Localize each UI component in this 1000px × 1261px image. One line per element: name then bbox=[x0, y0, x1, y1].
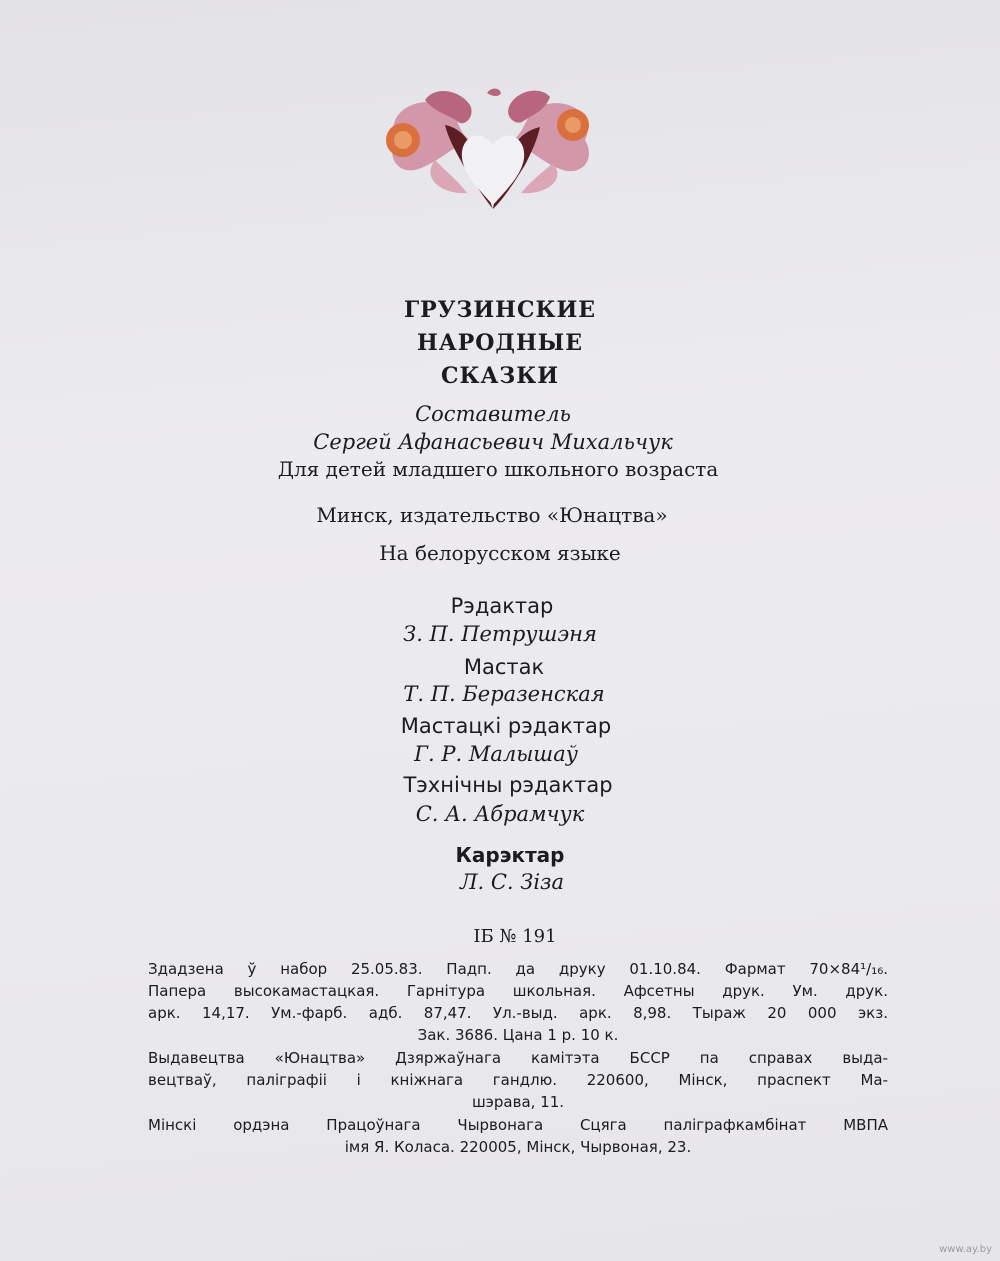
credit-role-tech-editor: Тэхнічны рэдактар bbox=[403, 773, 613, 797]
publisher-address-line: Выдавецтва «Юнацтва» Дзяржаўнага камітэта БССР па справах выда- bbox=[148, 1049, 888, 1067]
credit-role-art-editor: Мастацкі рэдактар bbox=[400, 714, 612, 738]
imprint-block bbox=[148, 958, 888, 1046]
credit-name-proofreader: Л. С. Зіза bbox=[459, 870, 565, 894]
book-title-line-1: ГРУЗИНСКИЕ bbox=[403, 297, 597, 323]
credit-role-proofreader: Карэктар bbox=[455, 843, 565, 867]
publisher-line: Минск, издательство «Юнацтва» bbox=[316, 503, 668, 527]
printer-address-line: Мінскі ордэна Працоўнага Чырвонага Сцяга паліграфкамбінат МВПА bbox=[148, 1116, 888, 1134]
credit-role-artist: Мастак bbox=[463, 655, 545, 679]
ib-number: ІБ № 191 bbox=[473, 926, 557, 947]
floral-ornament-icon bbox=[375, 85, 605, 215]
imprint-line: Зак. 3686. Цана 1 р. 10 к. bbox=[417, 1026, 619, 1044]
credit-role-editor: Рэдактар bbox=[450, 594, 554, 618]
imprint-line: Здадзена ў набор 25.05.83. Падп. да друку 01.10.84. Фармат 70×84¹/₁₆. bbox=[148, 960, 888, 978]
compiler-name: Сергей Афанасьевич Михальчук bbox=[313, 430, 673, 454]
language-line: На белорусском языке bbox=[379, 541, 621, 565]
printer-address-block bbox=[148, 1114, 888, 1158]
credit-name-tech-editor: С. А. Абрамчук bbox=[415, 802, 585, 826]
book-title-line-3: СКАЗКИ bbox=[440, 363, 560, 389]
publisher-address-line: шэрава, 11. bbox=[471, 1093, 565, 1111]
credit-name-art-editor: Г. Р. Малышаў bbox=[414, 742, 578, 766]
publisher-address-block bbox=[148, 1047, 888, 1113]
credit-name-editor: З. П. Петрушэня bbox=[403, 622, 597, 646]
printer-address-line: імя Я. Коласа. 220005, Мінск, Чырвоная, 23. bbox=[344, 1138, 692, 1156]
imprint-line: арк. 14,17. Ум.-фарб. адб. 87,47. Ул.-выд. арк. 8,98. Тыраж 20 000 экз. bbox=[148, 1004, 888, 1022]
book-title bbox=[150, 294, 850, 393]
publisher-address-line: вецтваў, паліграфіі і кніжнага гандлю. 220600, Мінск, праспект Ма- bbox=[148, 1071, 888, 1089]
compiler-label: Составитель bbox=[415, 402, 571, 426]
credit-name-artist: Т. П. Беразенская bbox=[403, 682, 605, 706]
audience-line: Для детей младшего школьного возраста bbox=[277, 457, 719, 481]
imprint-line: Папера высокамастацкая. Гарнітура школьная. Афсетны друк. Ум. друк. bbox=[148, 982, 888, 1000]
book-title-line-2: НАРОДНЫЕ bbox=[417, 330, 583, 356]
watermark-text: www.ay.by bbox=[939, 1244, 992, 1255]
